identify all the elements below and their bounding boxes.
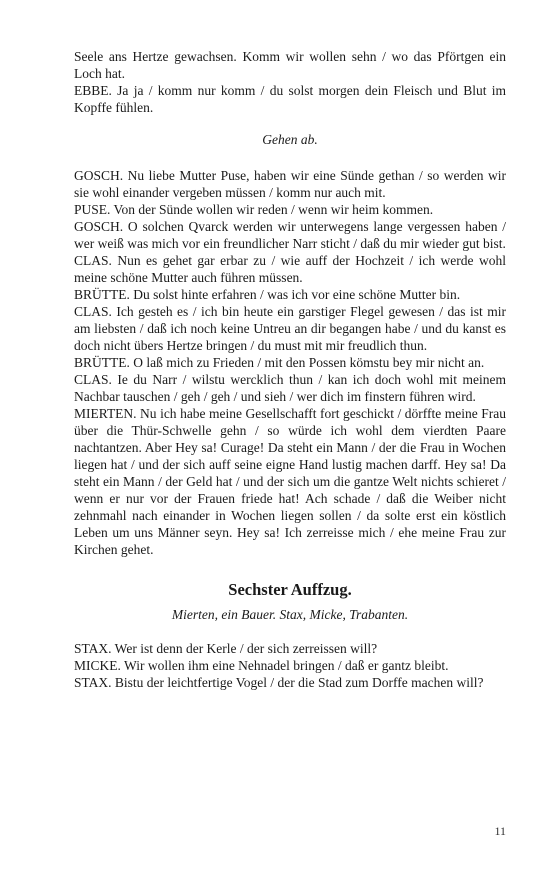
dialogue-line: GOSCH. O solchen Qvarck werden wir unterwegens lange vergessen haben / wer weiß was mich vor ein freundlicher Narr sticht / daß du mir wieder gut bist. [74, 219, 506, 251]
dialogue-line: MICKE. Wir wollen ihm eine Nehnadel bringen / daß er gantz bleibt. [74, 658, 449, 673]
dialogue-line: BRÜTTE. Du solst hinte erfahren / was ich vor eine schöne Mutter bin. [74, 287, 461, 302]
dialogue-line: GOSCH. Nu liebe Mutter Puse, haben wir eine Sünde gethan / so werden wir sie wohl einander vergeben müssen / komm nur auch mit. [74, 168, 506, 200]
dialogue-line: CLAS. Ich gesteh es / ich bin heute ein garstiger Flegel gewesen / das ist mir am liebsten / daß ich noch keine Untreu an dir begangen habe / und du kanst es doch nicht übers Hertze bringen / du must mit mir freudlich thun. [74, 304, 506, 353]
page-body [74, 48, 506, 691]
page-number: 11 [494, 824, 506, 838]
text-line: EBBE. Ja ja / komm nur komm / du solst morgen dein Fleisch und Blut im Kopffe fühlen. [74, 83, 506, 115]
dialogue-line: BRÜTTE. O laß mich zu Frieden / mit den Possen kömstu bey mir nicht an. [74, 355, 485, 370]
dialogue-line: CLAS. Ie du Narr / wilstu wercklich thun / kan ich doch wohl mit meinem Nachbar tauschen / geh / geh / und sieh / wer dich im finstern führen wird. [74, 372, 506, 404]
scene-characters: Mierten, ein Bauer. Stax, Micke, Trabanten. [171, 607, 409, 622]
dialogue-line: PUSE. Von der Sünde wollen wir reden / wenn wir heim kommen. [74, 202, 434, 217]
dialogue-line: MIERTEN. Nu ich habe meine Gesellschafft fort geschickt / dörffte meine Frau über die Thür-Schwelle gehn / so würde ich wohl dem vierdten Paare nachtantzen. Aber Hey sa! Curage! Da steht ein Mann / der die Frau in Wochen liegen hat / und der sich auff seine eigne Hand lustig machen darff. Hey sa! Da steht ein Mann / der Geld hat / und der sich um die gantze Welt nichts schieret / wenn er nur vor der Frauen friede hat! Ach schade / daß die Weiber nicht zehnmahl nach einander in Wochen liegen sollen / da solte erst ein köstlich Leben um uns Männer seyn. Hey sa! Ich zerreisse mich / ehe meine Frau zur Kirchen gehet. [74, 406, 506, 557]
stage-direction: Gehen ab. [262, 132, 318, 147]
dialogue-line: STAX. Bistu der leichtfertige Vogel / der die Stad zum Dorffe machen will? [74, 675, 484, 690]
dialogue-line: CLAS. Nun es gehet gar erbar zu / wie auff der Hochzeit / ich werde wohl meine schöne Mutter auch führen müssen. [74, 253, 506, 285]
dialogue-line: STAX. Wer ist denn der Kerle / der sich zerreissen will? [74, 641, 378, 656]
scene-heading: Sechster Auffzug. [228, 580, 352, 599]
text-line: Seele ans Hertze gewachsen. Komm wir wollen sehn / wo das Pförtgen ein Loch hat. [74, 49, 506, 81]
